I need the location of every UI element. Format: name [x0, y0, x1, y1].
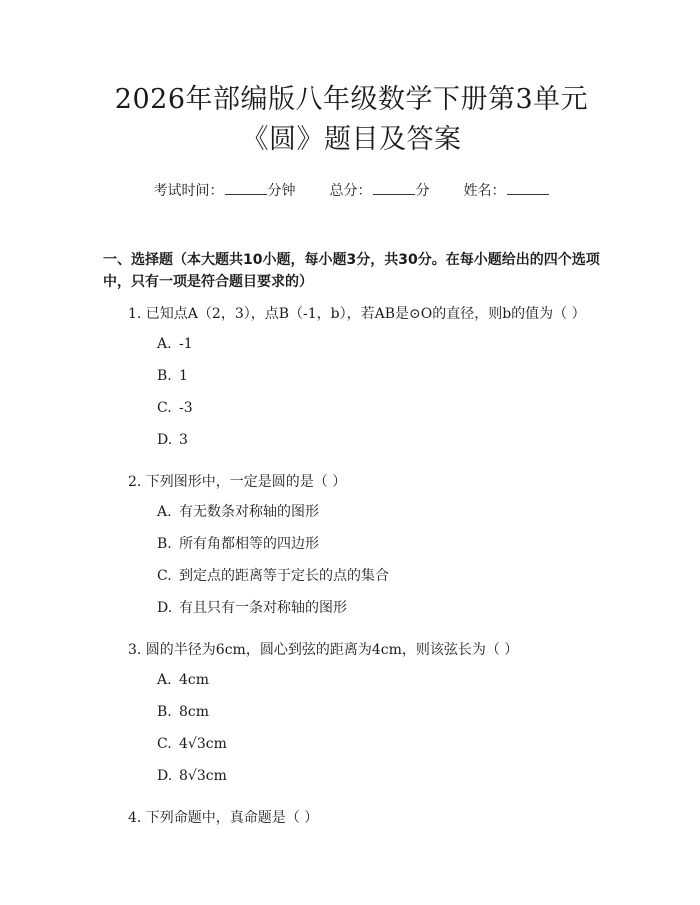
option-letter: D. — [157, 768, 173, 784]
question-stem: 3. 圆的半径为6cm，圆心到弦的距离为4cm，则该弦长为（ ） — [128, 642, 519, 658]
option-text: 3 — [179, 432, 188, 448]
exam-time-field — [154, 180, 296, 201]
option-text: -3 — [179, 400, 193, 416]
student-name-blank[interactable] — [507, 180, 549, 195]
exam-info-bar — [103, 180, 600, 201]
option-b[interactable] — [103, 533, 600, 565]
option-b[interactable] — [103, 365, 600, 397]
option-list — [103, 333, 600, 461]
exam-time-blank[interactable] — [225, 180, 267, 195]
title-line-2: 《圆》题目及答案 — [241, 124, 462, 155]
question-1 — [103, 303, 600, 461]
total-score-field — [330, 180, 430, 201]
option-c[interactable] — [103, 733, 600, 765]
question-stem: 1. 已知点A（2，3），点B（-1，b），若AB是⊙O的直径，则b的值为（ ） — [128, 306, 586, 322]
option-b[interactable] — [103, 701, 600, 733]
option-text: 4cm — [179, 672, 210, 688]
option-c[interactable] — [103, 397, 600, 429]
title-line-1: 2026年部编版八年级数学下册第3单元 — [114, 84, 589, 115]
option-text: 8√3cm — [179, 768, 227, 784]
question-3 — [103, 639, 600, 797]
option-a[interactable] — [103, 501, 600, 533]
question-stem: 2. 下列图形中，一定是圆的是（ ） — [128, 474, 347, 490]
option-letter: C. — [157, 736, 172, 752]
option-list — [103, 501, 600, 629]
option-a[interactable] — [103, 333, 600, 365]
document-title — [103, 0, 600, 160]
option-letter: A. — [157, 504, 172, 520]
option-letter: B. — [157, 536, 172, 552]
option-letter: B. — [157, 704, 172, 720]
total-score-label: 总分： — [329, 183, 372, 199]
student-name-field — [464, 180, 550, 201]
option-text: -1 — [179, 336, 193, 352]
option-d[interactable] — [103, 429, 600, 461]
option-text: 有无数条对称轴的图形 — [179, 504, 319, 520]
option-c[interactable] — [103, 565, 600, 597]
option-letter: A. — [157, 336, 172, 352]
exam-time-label: 考试时间： — [153, 183, 224, 199]
option-text: 4√3cm — [179, 736, 227, 752]
option-letter: C. — [157, 400, 172, 416]
student-name-label: 姓名： — [463, 183, 506, 199]
option-text: 到定点的距离等于定长的点的集合 — [179, 568, 389, 584]
option-a[interactable] — [103, 669, 600, 701]
total-score-unit: 分 — [415, 183, 430, 199]
exam-time-unit: 分钟 — [267, 183, 296, 199]
section-heading-multiple-choice: 一、选择题（本大题共10小题，每小题3分，共30分。在每小题给出的四个选项中，只有一项是符合题目要求的） — [103, 252, 600, 290]
question-4 — [103, 807, 600, 829]
question-2 — [103, 471, 600, 629]
option-letter: D. — [157, 432, 173, 448]
option-d[interactable] — [103, 765, 600, 797]
option-list — [103, 669, 600, 797]
option-text: 有且只有一条对称轴的图形 — [179, 600, 347, 616]
option-letter: B. — [157, 368, 172, 384]
option-letter: D. — [157, 600, 173, 616]
option-text: 所有角都相等的四边形 — [179, 536, 319, 552]
option-letter: C. — [157, 568, 172, 584]
option-d[interactable] — [103, 597, 600, 629]
option-letter: A. — [157, 672, 172, 688]
total-score-blank[interactable] — [373, 180, 415, 195]
question-stem: 4. 下列命题中，真命题是（ ） — [128, 810, 319, 826]
option-text: 1 — [179, 368, 188, 384]
option-text: 8cm — [179, 704, 210, 720]
